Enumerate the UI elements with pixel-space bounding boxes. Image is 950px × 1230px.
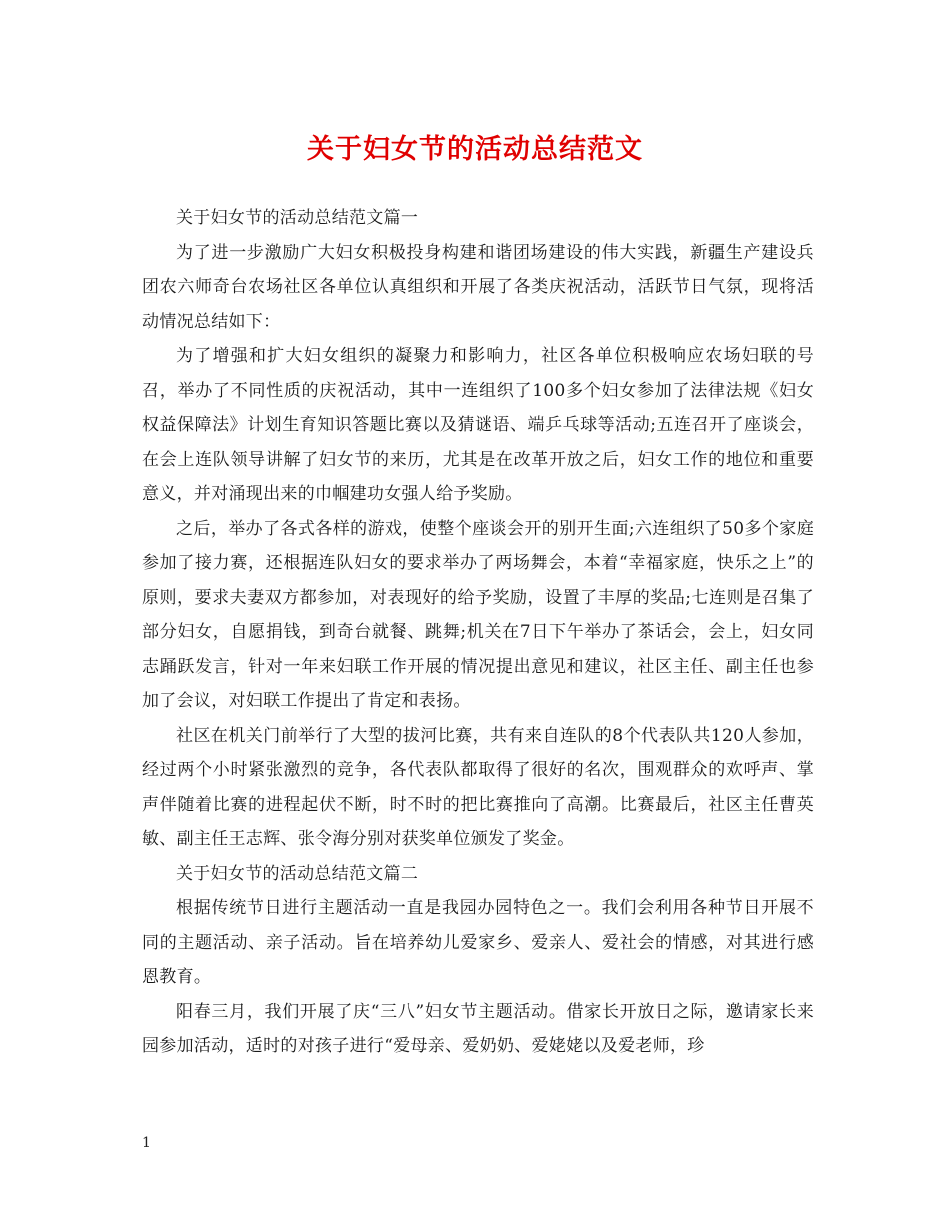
paragraph: 为了进一步激励广大妇女积极投身构建和谐团场建设的伟大实践，新疆生产建设兵团农六师奇台农场社区各单位认真组织和开展了各类庆祝活动，活跃节日气氛，现将活动情况总结如下： — [142, 242, 814, 332]
section-heading-2: 关于妇女节的活动总结范文篇二 — [176, 863, 419, 884]
section-heading-1: 关于妇女节的活动总结范文篇一 — [176, 208, 419, 228]
document-body — [142, 201, 814, 1064]
paragraph: 为了增强和扩大妇女组织的凝聚力和影响力，社区各单位积极响应农场妇联的号召，举办了不同性质的庆祝活动，其中一连组织了100多个妇女参加了法律法规《妇女权益保障法》计划生育知识答题比赛以及猜谜语、端乒乓球等活动;五连召开了座谈会，在会上连队领导讲解了妇女节的来历，尤其是在改革开放之后，妇女工作的地位和重要意义，并对涌现出来的巾帼建功女强人给予奖励。 — [142, 346, 814, 504]
page-number: 1 — [142, 1135, 151, 1151]
document-title: 关于妇女节的活动总结范文 — [307, 134, 643, 165]
paragraph: 阳春三月，我们开展了庆“三八”妇女节主题活动。借家长开放日之际，邀请家长来园参加活动，适时的对孩子进行“爱母亲、爱奶奶、爱姥姥以及爱老师，珍 — [142, 1001, 814, 1056]
paragraph: 根据传统节日进行主题活动一直是我园办园特色之一。我们会利用各种节日开展不同的主题活动、亲子活动。旨在培养幼儿爱家乡、爱亲人、爱社会的情感，对其进行感恩教育。 — [142, 898, 814, 987]
paragraph: 之后，举办了各式各样的游戏，使整个座谈会开的别开生面;六连组织了50多个家庭参加了接力赛，还根据连队妇女的要求举办了两场舞会，本着“幸福家庭，快乐之上”的原则，要求夫妻双方都参加，对表现好的给予奖励，设置了丰厚的奖品;七连则是召集了部分妇女，自愿捐钱，到奇台就餐、跳舞;机关在7日下午举办了茶话会，会上，妇女同志踊跃发言，针对一年来妇联工作开展的情况提出意见和建议，社区主任、副主任也参加了会议，对妇联工作提出了肯定和表扬。 — [142, 518, 814, 711]
paragraph: 社区在机关门前举行了大型的拔河比赛，共有来自连队的8个代表队共120人参加，经过两个小时紧张激烈的竞争，各代表队都取得了很好的名次，围观群众的欢呼声、掌声伴随着比赛的进程起伏不断，时不时的把比赛推向了高潮。比赛最后，社区主任曹英敏、副主任王志辉、张令海分别对获奖单位颁发了奖金。 — [142, 725, 814, 849]
